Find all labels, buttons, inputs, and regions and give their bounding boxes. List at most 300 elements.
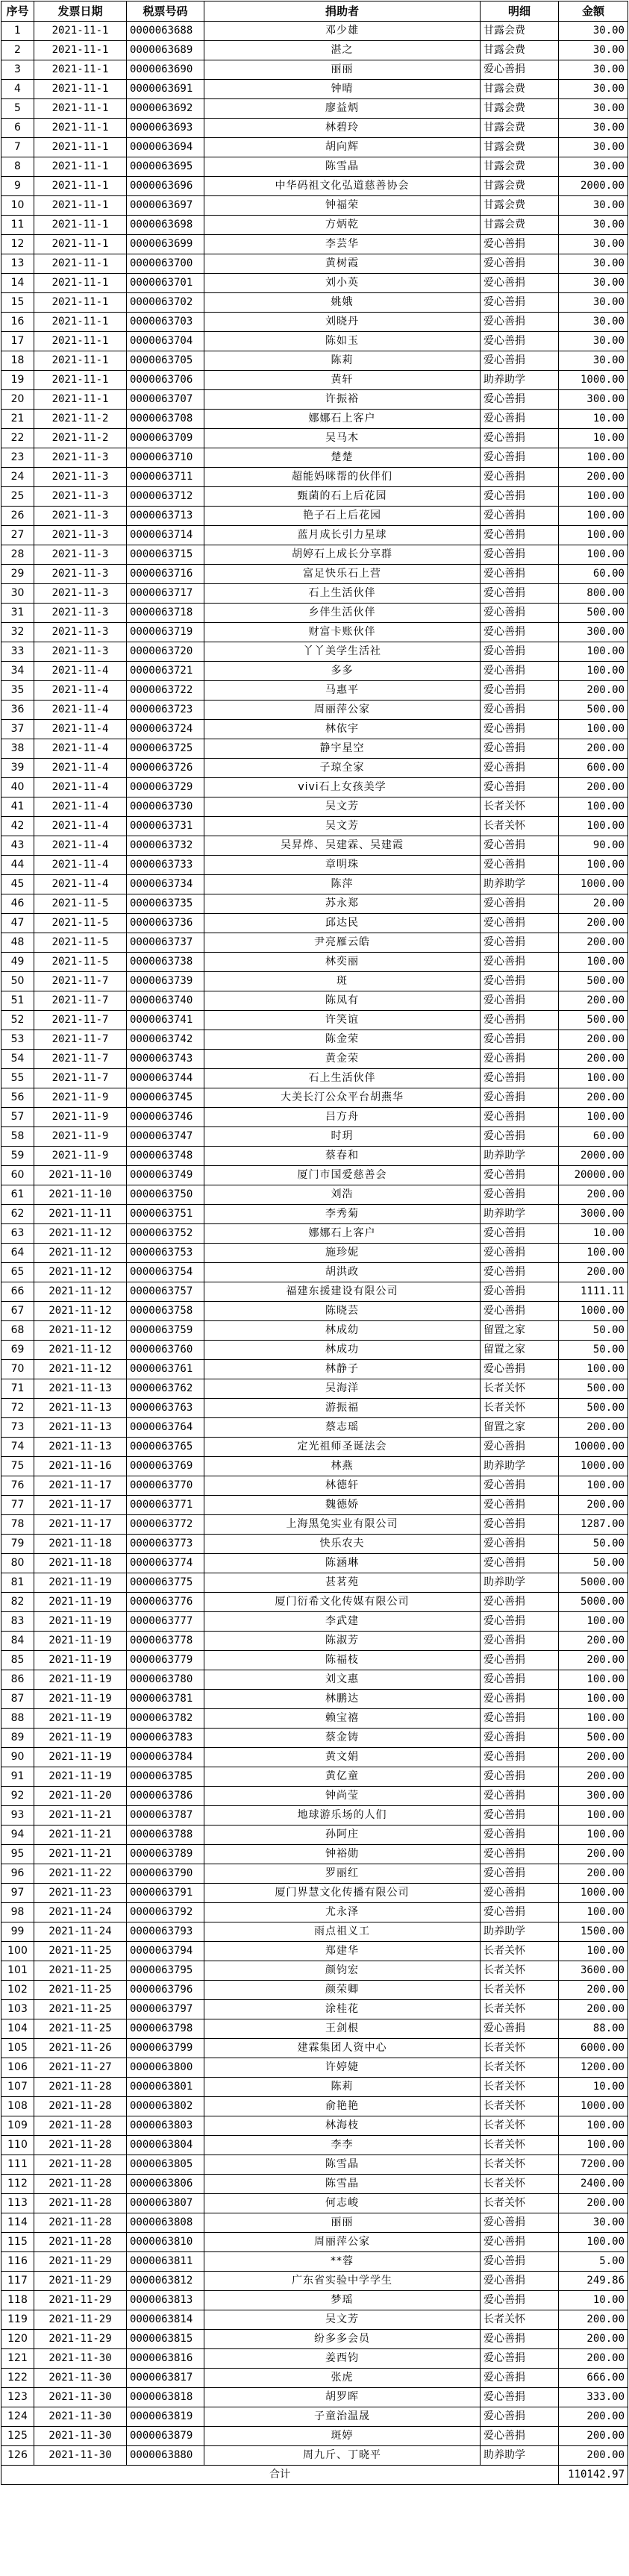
cell-detail: 爱心善捐 bbox=[481, 1244, 559, 1263]
cell-amount: 100.00 bbox=[559, 507, 628, 526]
cell-detail: 爱心善捐 bbox=[481, 701, 559, 720]
cell-amount: 500.00 bbox=[559, 1399, 628, 1418]
cell-amount: 1287.00 bbox=[559, 1515, 628, 1535]
header-donor: 捐助者 bbox=[204, 1, 481, 22]
cell-tax-number: 0000063772 bbox=[127, 1515, 204, 1535]
cell-donor: 厦门界慧文化传播有限公司 bbox=[204, 1884, 481, 1903]
cell-amount: 100.00 bbox=[559, 2116, 628, 2136]
cell-tax-number: 0000063719 bbox=[127, 623, 204, 642]
table-row bbox=[1, 390, 628, 410]
cell-invoice-date: 2021-11-1 bbox=[34, 22, 127, 41]
cell-detail: 助养助学 bbox=[481, 1457, 559, 1476]
cell-donor: 雨点祖义工 bbox=[204, 1922, 481, 1942]
cell-donor: 上海黑兔实业有限公司 bbox=[204, 1515, 481, 1535]
cell-detail: 爱心善捐 bbox=[481, 1632, 559, 1651]
cell-donor: 吴文芳 bbox=[204, 797, 481, 817]
cell-index: 105 bbox=[1, 2039, 34, 2058]
cell-detail: 爱心善捐 bbox=[481, 448, 559, 468]
cell-tax-number: 0000063747 bbox=[127, 1127, 204, 1147]
cell-donor: 姚娥 bbox=[204, 293, 481, 313]
cell-detail: 甘露会费 bbox=[481, 196, 559, 216]
cell-tax-number: 0000063698 bbox=[127, 216, 204, 235]
cell-tax-number: 0000063791 bbox=[127, 1884, 204, 1903]
cell-index: 82 bbox=[1, 1593, 34, 1612]
cell-index: 18 bbox=[1, 351, 34, 371]
table-row bbox=[1, 2116, 628, 2136]
cell-donor: 颜荣卿 bbox=[204, 1981, 481, 2000]
table-row bbox=[1, 1147, 628, 1166]
cell-amount: 2400.00 bbox=[559, 2175, 628, 2194]
cell-invoice-date: 2021-11-12 bbox=[34, 1341, 127, 1360]
cell-invoice-date: 2021-11-28 bbox=[34, 2194, 127, 2213]
cell-donor: 钟裕勋 bbox=[204, 1845, 481, 1864]
cell-index: 75 bbox=[1, 1457, 34, 1476]
cell-invoice-date: 2021-11-18 bbox=[34, 1554, 127, 1573]
cell-index: 80 bbox=[1, 1554, 34, 1573]
table-row bbox=[1, 2291, 628, 2310]
cell-invoice-date: 2021-11-13 bbox=[34, 1418, 127, 1438]
cell-detail: 留置之家 bbox=[481, 1341, 559, 1360]
cell-detail: 爱心善捐 bbox=[481, 1729, 559, 1748]
cell-amount: 333.00 bbox=[559, 2388, 628, 2407]
cell-donor: 快乐农夫 bbox=[204, 1535, 481, 1554]
cell-donor: 苏永郑 bbox=[204, 894, 481, 914]
cell-tax-number: 0000063723 bbox=[127, 701, 204, 720]
cell-index: 30 bbox=[1, 584, 34, 604]
cell-invoice-date: 2021-11-27 bbox=[34, 2058, 127, 2078]
cell-invoice-date: 2021-11-17 bbox=[34, 1476, 127, 1496]
cell-donor: 邓少雄 bbox=[204, 22, 481, 41]
cell-detail: 爱心善捐 bbox=[481, 1011, 559, 1030]
cell-donor: 颜钧宏 bbox=[204, 1961, 481, 1981]
cell-tax-number: 0000063797 bbox=[127, 2000, 204, 2019]
cell-donor: 胡罗晖 bbox=[204, 2388, 481, 2407]
cell-tax-number: 0000063776 bbox=[127, 1593, 204, 1612]
table-row bbox=[1, 856, 628, 875]
cell-index: 93 bbox=[1, 1806, 34, 1826]
table-row bbox=[1, 2446, 628, 2466]
cell-amount: 100.00 bbox=[559, 662, 628, 681]
cell-donor: 吴文芳 bbox=[204, 817, 481, 836]
table-row bbox=[1, 2058, 628, 2078]
cell-amount: 500.00 bbox=[559, 701, 628, 720]
cell-amount: 5000.00 bbox=[559, 1573, 628, 1593]
cell-invoice-date: 2021-11-29 bbox=[34, 2291, 127, 2310]
cell-detail: 长者关怀 bbox=[481, 2116, 559, 2136]
cell-detail: 甘露会费 bbox=[481, 216, 559, 235]
cell-index: 42 bbox=[1, 817, 34, 836]
cell-index: 50 bbox=[1, 972, 34, 991]
cell-index: 23 bbox=[1, 448, 34, 468]
cell-index: 84 bbox=[1, 1632, 34, 1651]
cell-index: 73 bbox=[1, 1418, 34, 1438]
cell-amount: 30.00 bbox=[559, 22, 628, 41]
cell-index: 108 bbox=[1, 2097, 34, 2116]
cell-tax-number: 0000063743 bbox=[127, 1050, 204, 1069]
cell-invoice-date: 2021-11-5 bbox=[34, 894, 127, 914]
cell-tax-number: 0000063771 bbox=[127, 1496, 204, 1515]
cell-detail: 爱心善捐 bbox=[481, 1767, 559, 1787]
cell-index: 100 bbox=[1, 1942, 34, 1961]
cell-index: 24 bbox=[1, 468, 34, 487]
cell-tax-number: 0000063704 bbox=[127, 332, 204, 351]
table-row bbox=[1, 2369, 628, 2388]
table-row bbox=[1, 1205, 628, 1224]
cell-amount: 30.00 bbox=[559, 119, 628, 138]
cell-tax-number: 0000063802 bbox=[127, 2097, 204, 2116]
cell-amount: 30.00 bbox=[559, 254, 628, 274]
cell-amount: 30.00 bbox=[559, 41, 628, 60]
cell-tax-number: 0000063695 bbox=[127, 157, 204, 177]
cell-detail: 爱心善捐 bbox=[481, 429, 559, 448]
cell-donor: 方炳乾 bbox=[204, 216, 481, 235]
cell-donor: 陈如玉 bbox=[204, 332, 481, 351]
cell-index: 125 bbox=[1, 2427, 34, 2446]
cell-tax-number: 0000063793 bbox=[127, 1922, 204, 1942]
cell-detail: 爱心善捐 bbox=[481, 1302, 559, 1321]
table-row bbox=[1, 60, 628, 80]
cell-amount: 30.00 bbox=[559, 274, 628, 293]
cell-tax-number: 0000063739 bbox=[127, 972, 204, 991]
cell-index: 97 bbox=[1, 1884, 34, 1903]
cell-index: 14 bbox=[1, 274, 34, 293]
cell-invoice-date: 2021-11-30 bbox=[34, 2369, 127, 2388]
cell-detail: 留置之家 bbox=[481, 1321, 559, 1341]
cell-detail: 爱心善捐 bbox=[481, 2233, 559, 2252]
cell-amount: 20000.00 bbox=[559, 1166, 628, 1185]
cell-tax-number: 0000063879 bbox=[127, 2427, 204, 2446]
cell-index: 98 bbox=[1, 1903, 34, 1922]
cell-detail: 爱心善捐 bbox=[481, 1806, 559, 1826]
cell-detail: 长者关怀 bbox=[481, 2000, 559, 2019]
cell-amount: 500.00 bbox=[559, 972, 628, 991]
cell-detail: 爱心善捐 bbox=[481, 1088, 559, 1108]
cell-index: 71 bbox=[1, 1379, 34, 1399]
cell-invoice-date: 2021-11-4 bbox=[34, 720, 127, 739]
cell-detail: 爱心善捐 bbox=[481, 332, 559, 351]
cell-detail: 爱心善捐 bbox=[481, 1438, 559, 1457]
cell-tax-number: 0000063805 bbox=[127, 2155, 204, 2175]
cell-invoice-date: 2021-11-28 bbox=[34, 2136, 127, 2155]
cell-invoice-date: 2021-11-10 bbox=[34, 1166, 127, 1185]
cell-donor: 林成幼 bbox=[204, 1321, 481, 1341]
table-row bbox=[1, 1845, 628, 1864]
cell-donor: 刘文惠 bbox=[204, 1670, 481, 1690]
cell-invoice-date: 2021-11-9 bbox=[34, 1088, 127, 1108]
cell-invoice-date: 2021-11-4 bbox=[34, 836, 127, 856]
cell-detail: 甘露会费 bbox=[481, 41, 559, 60]
cell-amount: 100.00 bbox=[559, 817, 628, 836]
cell-detail: 爱心善捐 bbox=[481, 681, 559, 701]
cell-donor: 周丽萍公家 bbox=[204, 2233, 481, 2252]
cell-amount: 200.00 bbox=[559, 2407, 628, 2427]
cell-tax-number: 0000063750 bbox=[127, 1185, 204, 1205]
cell-index: 6 bbox=[1, 119, 34, 138]
table-row bbox=[1, 254, 628, 274]
cell-invoice-date: 2021-11-1 bbox=[34, 390, 127, 410]
cell-amount: 500.00 bbox=[559, 1379, 628, 1399]
cell-donor: 林静子 bbox=[204, 1360, 481, 1379]
cell-invoice-date: 2021-11-12 bbox=[34, 1360, 127, 1379]
table-row bbox=[1, 429, 628, 448]
cell-tax-number: 0000063721 bbox=[127, 662, 204, 681]
cell-tax-number: 0000063707 bbox=[127, 390, 204, 410]
table-row bbox=[1, 1166, 628, 1185]
cell-tax-number: 0000063718 bbox=[127, 604, 204, 623]
cell-tax-number: 0000063710 bbox=[127, 448, 204, 468]
cell-tax-number: 0000063700 bbox=[127, 254, 204, 274]
cell-invoice-date: 2021-11-29 bbox=[34, 2310, 127, 2330]
cell-invoice-date: 2021-11-1 bbox=[34, 274, 127, 293]
cell-donor: 钟福荣 bbox=[204, 196, 481, 216]
cell-invoice-date: 2021-11-19 bbox=[34, 1612, 127, 1632]
cell-donor: 刘小英 bbox=[204, 274, 481, 293]
cell-donor: 甚茗苑 bbox=[204, 1573, 481, 1593]
cell-detail: 爱心善捐 bbox=[481, 584, 559, 604]
table-row bbox=[1, 1476, 628, 1496]
cell-index: 113 bbox=[1, 2194, 34, 2213]
cell-detail: 爱心善捐 bbox=[481, 390, 559, 410]
cell-index: 53 bbox=[1, 1030, 34, 1050]
cell-amount: 200.00 bbox=[559, 1418, 628, 1438]
cell-invoice-date: 2021-11-4 bbox=[34, 662, 127, 681]
cell-amount: 200.00 bbox=[559, 2446, 628, 2466]
cell-amount: 200.00 bbox=[559, 1748, 628, 1767]
cell-tax-number: 0000063705 bbox=[127, 351, 204, 371]
cell-index: 96 bbox=[1, 1864, 34, 1884]
table-row bbox=[1, 739, 628, 759]
cell-index: 5 bbox=[1, 99, 34, 119]
cell-tax-number: 0000063691 bbox=[127, 80, 204, 99]
cell-invoice-date: 2021-11-3 bbox=[34, 448, 127, 468]
cell-donor: 梦瑶 bbox=[204, 2291, 481, 2310]
cell-index: 31 bbox=[1, 604, 34, 623]
cell-amount: 100.00 bbox=[559, 1476, 628, 1496]
cell-invoice-date: 2021-11-1 bbox=[34, 254, 127, 274]
cell-detail: 长者关怀 bbox=[481, 1942, 559, 1961]
cell-detail: 爱心善捐 bbox=[481, 1612, 559, 1632]
cell-donor: 陈雪晶 bbox=[204, 2155, 481, 2175]
cell-amount: 1000.00 bbox=[559, 875, 628, 894]
cell-invoice-date: 2021-11-2 bbox=[34, 429, 127, 448]
cell-index: 8 bbox=[1, 157, 34, 177]
cell-amount: 30.00 bbox=[559, 60, 628, 80]
cell-index: 76 bbox=[1, 1476, 34, 1496]
cell-donor: 章明珠 bbox=[204, 856, 481, 875]
table-row bbox=[1, 41, 628, 60]
table-row bbox=[1, 2194, 628, 2213]
cell-invoice-date: 2021-11-19 bbox=[34, 1651, 127, 1670]
cell-detail: 爱心善捐 bbox=[481, 1593, 559, 1612]
cell-tax-number: 0000063880 bbox=[127, 2446, 204, 2466]
cell-invoice-date: 2021-11-25 bbox=[34, 2019, 127, 2039]
cell-invoice-date: 2021-11-3 bbox=[34, 545, 127, 565]
cell-donor: 地球游乐场的人们 bbox=[204, 1806, 481, 1826]
table-row bbox=[1, 662, 628, 681]
cell-index: 126 bbox=[1, 2446, 34, 2466]
cell-amount: 100.00 bbox=[559, 1690, 628, 1709]
cell-amount: 1200.00 bbox=[559, 2058, 628, 2078]
cell-detail: 甘露会费 bbox=[481, 80, 559, 99]
cell-amount: 200.00 bbox=[559, 739, 628, 759]
cell-amount: 100.00 bbox=[559, 1806, 628, 1826]
cell-amount: 30.00 bbox=[559, 293, 628, 313]
cell-amount: 100.00 bbox=[559, 1108, 628, 1127]
cell-invoice-date: 2021-11-19 bbox=[34, 1729, 127, 1748]
table-row bbox=[1, 953, 628, 972]
cell-index: 47 bbox=[1, 914, 34, 933]
table-row bbox=[1, 157, 628, 177]
table-row bbox=[1, 875, 628, 894]
cell-invoice-date: 2021-11-30 bbox=[34, 2427, 127, 2446]
cell-detail: 爱心善捐 bbox=[481, 2272, 559, 2291]
cell-invoice-date: 2021-11-12 bbox=[34, 1244, 127, 1263]
cell-amount: 2000.00 bbox=[559, 177, 628, 196]
cell-index: 11 bbox=[1, 216, 34, 235]
table-row bbox=[1, 1127, 628, 1147]
cell-index: 3 bbox=[1, 60, 34, 80]
cell-tax-number: 0000063733 bbox=[127, 856, 204, 875]
cell-donor: 乡伴生活伙伴 bbox=[204, 604, 481, 623]
cell-index: 16 bbox=[1, 313, 34, 332]
cell-tax-number: 0000063722 bbox=[127, 681, 204, 701]
cell-amount: 20.00 bbox=[559, 894, 628, 914]
cell-donor: 许婷婕 bbox=[204, 2058, 481, 2078]
cell-amount: 88.00 bbox=[559, 2019, 628, 2039]
cell-index: 63 bbox=[1, 1224, 34, 1244]
cell-detail: 爱心善捐 bbox=[481, 274, 559, 293]
cell-detail: 爱心善捐 bbox=[481, 1748, 559, 1767]
cell-detail: 爱心善捐 bbox=[481, 2388, 559, 2407]
cell-tax-number: 0000063758 bbox=[127, 1302, 204, 1321]
cell-amount: 100.00 bbox=[559, 720, 628, 739]
cell-invoice-date: 2021-11-21 bbox=[34, 1806, 127, 1826]
table-row bbox=[1, 1884, 628, 1903]
cell-amount: 100.00 bbox=[559, 856, 628, 875]
cell-tax-number: 0000063745 bbox=[127, 1088, 204, 1108]
cell-index: 60 bbox=[1, 1166, 34, 1185]
cell-invoice-date: 2021-11-4 bbox=[34, 759, 127, 778]
cell-amount: 6000.00 bbox=[559, 2039, 628, 2058]
cell-tax-number: 0000063813 bbox=[127, 2291, 204, 2310]
cell-amount: 100.00 bbox=[559, 2136, 628, 2155]
table-row bbox=[1, 545, 628, 565]
table-row bbox=[1, 2039, 628, 2058]
cell-amount: 200.00 bbox=[559, 933, 628, 953]
cell-detail: 爱心善捐 bbox=[481, 604, 559, 623]
cell-detail: 爱心善捐 bbox=[481, 1263, 559, 1282]
table-row bbox=[1, 1069, 628, 1088]
cell-donor: 马惠平 bbox=[204, 681, 481, 701]
header-row bbox=[1, 1, 628, 22]
cell-donor: 黄树霞 bbox=[204, 254, 481, 274]
cell-index: 9 bbox=[1, 177, 34, 196]
cell-detail: 爱心善捐 bbox=[481, 1282, 559, 1302]
cell-tax-number: 0000063690 bbox=[127, 60, 204, 80]
cell-amount: 200.00 bbox=[559, 1496, 628, 1515]
cell-tax-number: 0000063713 bbox=[127, 507, 204, 526]
cell-donor: **蓉 bbox=[204, 2252, 481, 2272]
cell-tax-number: 0000063816 bbox=[127, 2349, 204, 2369]
table-row bbox=[1, 1748, 628, 1767]
cell-tax-number: 0000063708 bbox=[127, 410, 204, 429]
cell-detail: 爱心善捐 bbox=[481, 1224, 559, 1244]
table-row bbox=[1, 410, 628, 429]
cell-index: 44 bbox=[1, 856, 34, 875]
cell-invoice-date: 2021-11-1 bbox=[34, 216, 127, 235]
cell-detail: 爱心善捐 bbox=[481, 759, 559, 778]
cell-donor: 福建东援建设有限公司 bbox=[204, 1282, 481, 1302]
cell-amount: 30.00 bbox=[559, 313, 628, 332]
table-row bbox=[1, 2000, 628, 2019]
cell-amount: 200.00 bbox=[559, 2000, 628, 2019]
cell-detail: 助养助学 bbox=[481, 1573, 559, 1593]
cell-tax-number: 0000063725 bbox=[127, 739, 204, 759]
table-row bbox=[1, 1088, 628, 1108]
table-row bbox=[1, 701, 628, 720]
cell-detail: 爱心善捐 bbox=[481, 410, 559, 429]
cell-tax-number: 0000063819 bbox=[127, 2407, 204, 2427]
cell-amount: 200.00 bbox=[559, 1864, 628, 1884]
cell-amount: 1000.00 bbox=[559, 2097, 628, 2116]
cell-index: 89 bbox=[1, 1729, 34, 1748]
cell-amount: 200.00 bbox=[559, 468, 628, 487]
cell-donor: 蔡金铸 bbox=[204, 1729, 481, 1748]
cell-detail: 爱心善捐 bbox=[481, 293, 559, 313]
cell-detail: 爱心善捐 bbox=[481, 507, 559, 526]
table-row bbox=[1, 1185, 628, 1205]
cell-invoice-date: 2021-11-5 bbox=[34, 914, 127, 933]
cell-amount: 5.00 bbox=[559, 2252, 628, 2272]
cell-index: 56 bbox=[1, 1088, 34, 1108]
table-row bbox=[1, 2407, 628, 2427]
cell-amount: 100.00 bbox=[559, 448, 628, 468]
cell-invoice-date: 2021-11-25 bbox=[34, 1981, 127, 2000]
cell-invoice-date: 2021-11-1 bbox=[34, 177, 127, 196]
cell-detail: 爱心善捐 bbox=[481, 1069, 559, 1088]
cell-invoice-date: 2021-11-29 bbox=[34, 2252, 127, 2272]
cell-amount: 300.00 bbox=[559, 1787, 628, 1806]
cell-amount: 249.86 bbox=[559, 2272, 628, 2291]
cell-amount: 200.00 bbox=[559, 1981, 628, 2000]
cell-detail: 甘露会费 bbox=[481, 138, 559, 157]
cell-index: 115 bbox=[1, 2233, 34, 2252]
cell-amount: 200.00 bbox=[559, 2427, 628, 2446]
cell-invoice-date: 2021-11-1 bbox=[34, 80, 127, 99]
cell-invoice-date: 2021-11-3 bbox=[34, 487, 127, 507]
cell-donor: 李李 bbox=[204, 2136, 481, 2155]
cell-detail: 爱心善捐 bbox=[481, 953, 559, 972]
cell-detail: 爱心善捐 bbox=[481, 468, 559, 487]
cell-index: 109 bbox=[1, 2116, 34, 2136]
cell-amount: 30.00 bbox=[559, 80, 628, 99]
table-row bbox=[1, 468, 628, 487]
cell-detail: 爱心善捐 bbox=[481, 894, 559, 914]
cell-amount: 300.00 bbox=[559, 390, 628, 410]
cell-amount: 1000.00 bbox=[559, 1884, 628, 1903]
cell-tax-number: 0000063780 bbox=[127, 1670, 204, 1690]
table-row bbox=[1, 972, 628, 991]
cell-donor: 孙阿庄 bbox=[204, 1826, 481, 1845]
cell-index: 92 bbox=[1, 1787, 34, 1806]
cell-detail: 爱心善捐 bbox=[481, 1496, 559, 1515]
cell-amount: 1000.00 bbox=[559, 1302, 628, 1321]
cell-amount: 200.00 bbox=[559, 1030, 628, 1050]
cell-amount: 500.00 bbox=[559, 604, 628, 623]
cell-invoice-date: 2021-11-9 bbox=[34, 1147, 127, 1166]
cell-tax-number: 0000063760 bbox=[127, 1341, 204, 1360]
cell-donor: 林成功 bbox=[204, 1341, 481, 1360]
